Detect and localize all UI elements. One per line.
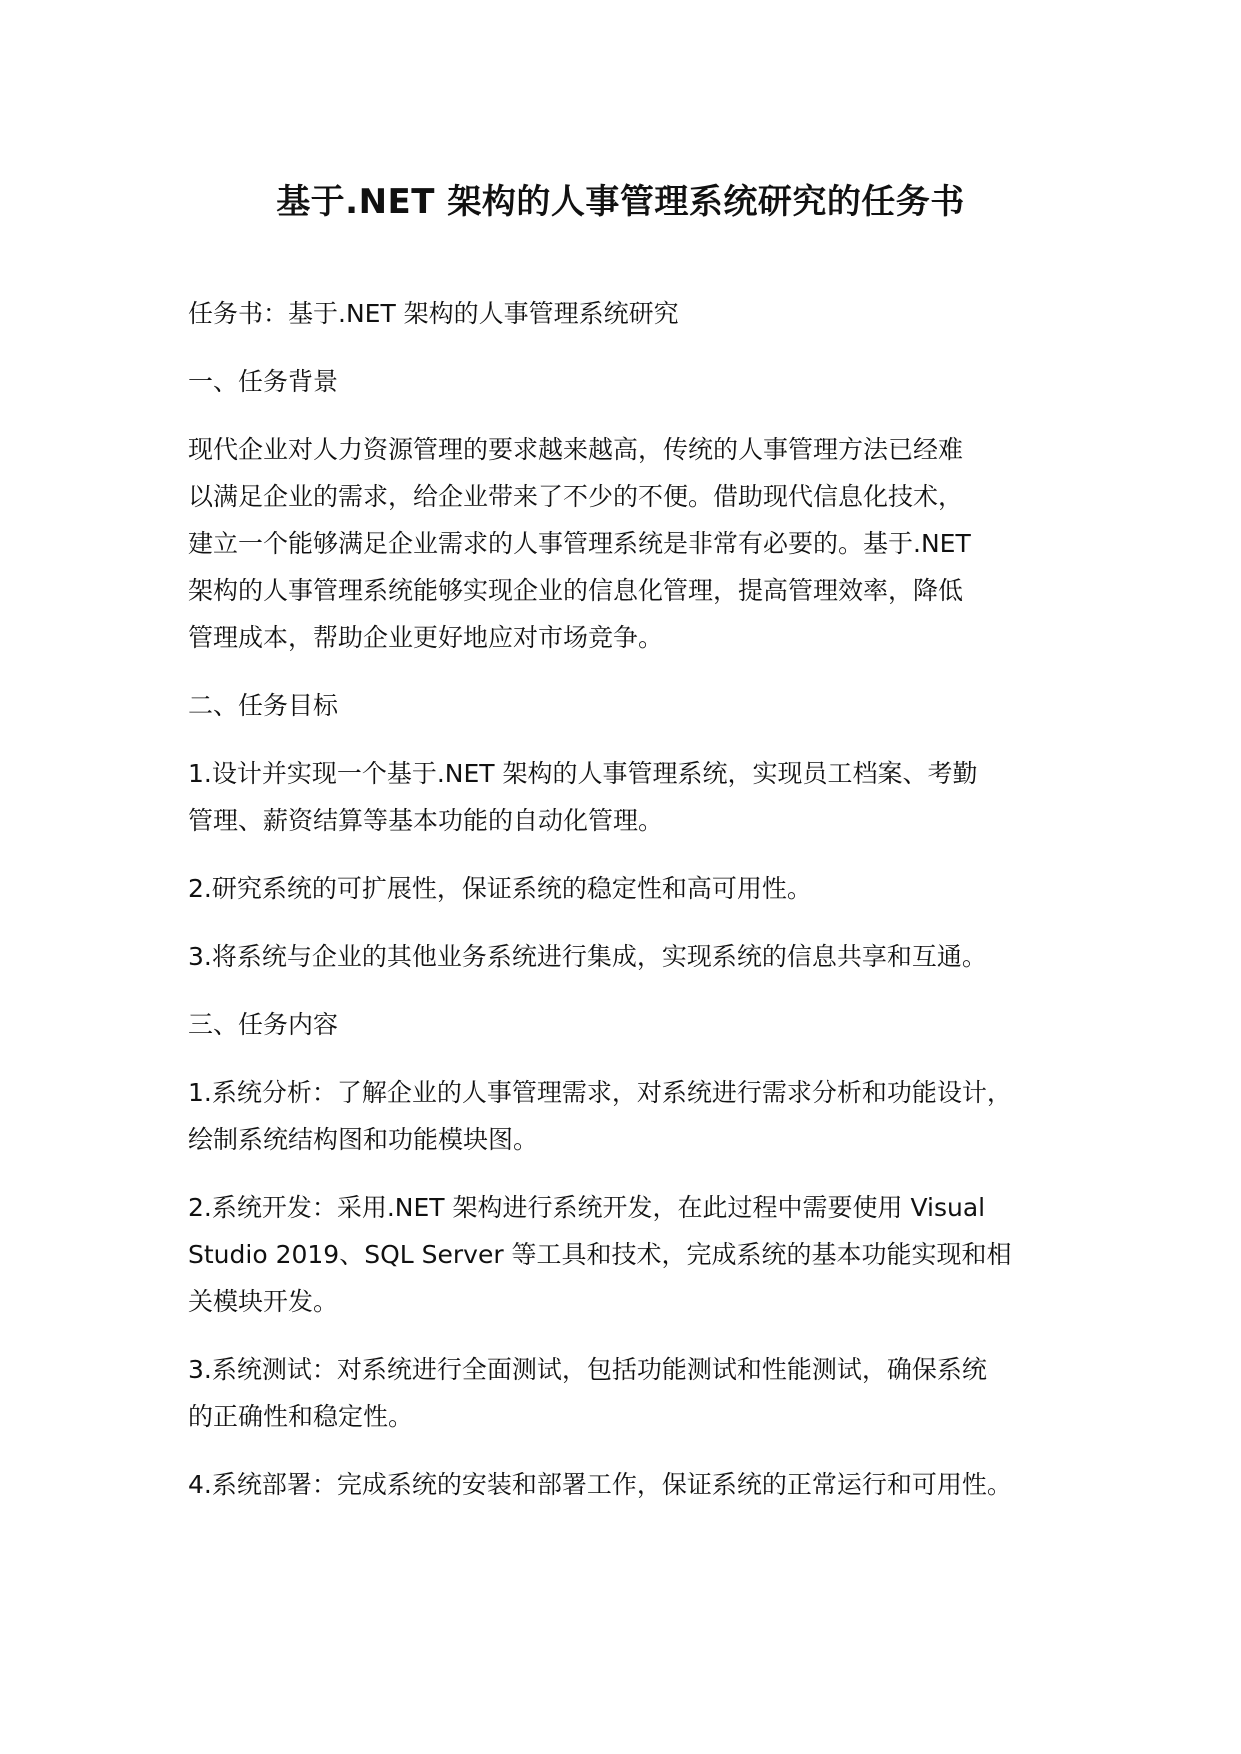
goal-item-1	[188, 750, 1088, 844]
section-heading-background	[188, 358, 1088, 405]
goal-item-3	[188, 933, 1088, 980]
text-line: 现代企业对人力资源管理的要求越来越高，传统的人事管理方法已经难	[188, 435, 964, 464]
text-line: 三、任务内容	[188, 1010, 339, 1039]
text-line: 2.系统开发：采用.NET 架构进行系统开发，在此过程中需要使用 Visual	[188, 1193, 986, 1222]
text-line: 架构的人事管理系统能够实现企业的信息化管理，提高管理效率，降低	[188, 576, 964, 605]
text-line: 二、任务目标	[188, 691, 339, 720]
document-body	[188, 290, 1088, 1529]
text-line: 一、任务背景	[188, 367, 339, 396]
content-item-4	[188, 1461, 1088, 1508]
content-item-1	[188, 1069, 1088, 1163]
background-paragraph	[188, 426, 1088, 661]
text-line: 3.系统测试：对系统进行全面测试，包括功能测试和性能测试，确保系统	[188, 1355, 987, 1384]
task-book-heading	[188, 290, 1088, 337]
document-title: 基于.NET 架构的人事管理系统研究的任务书	[276, 182, 965, 222]
text-line: 任务书：基于.NET 架构的人事管理系统研究	[188, 299, 679, 328]
content-item-2	[188, 1184, 1088, 1325]
text-line: Studio 2019、SQL Server 等工具和技术，完成系统的基本功能实现和相	[188, 1240, 1012, 1269]
section-heading-content	[188, 1001, 1088, 1048]
text-line: 2.研究系统的可扩展性，保证系统的稳定性和高可用性。	[188, 874, 812, 903]
content-item-3	[188, 1346, 1088, 1440]
text-line: 4.系统部署：完成系统的安装和部署工作，保证系统的正常运行和可用性。	[188, 1470, 1012, 1499]
text-line: 3.将系统与企业的其他业务系统进行集成，实现系统的信息共享和互通。	[188, 942, 987, 971]
text-line: 管理、薪资结算等基本功能的自动化管理。	[188, 806, 664, 835]
text-line: 1.设计并实现一个基于.NET 架构的人事管理系统，实现员工档案、考勤	[188, 759, 978, 788]
goal-item-2	[188, 865, 1088, 912]
text-line: 关模块开发。	[188, 1287, 339, 1316]
section-heading-goals	[188, 682, 1088, 729]
text-line: 绘制系统结构图和功能模块图。	[188, 1125, 539, 1154]
text-line: 管理成本，帮助企业更好地应对市场竞争。	[188, 623, 664, 652]
text-line: 以满足企业的需求，给企业带来了不少的不便。借助现代信息化技术，	[188, 482, 964, 511]
text-line: 1.系统分析：了解企业的人事管理需求，对系统进行需求分析和功能设计，	[188, 1078, 1012, 1107]
text-line: 建立一个能够满足企业需求的人事管理系统是非常有必要的。基于.NET	[188, 529, 971, 558]
text-line: 的正确性和稳定性。	[188, 1402, 414, 1431]
